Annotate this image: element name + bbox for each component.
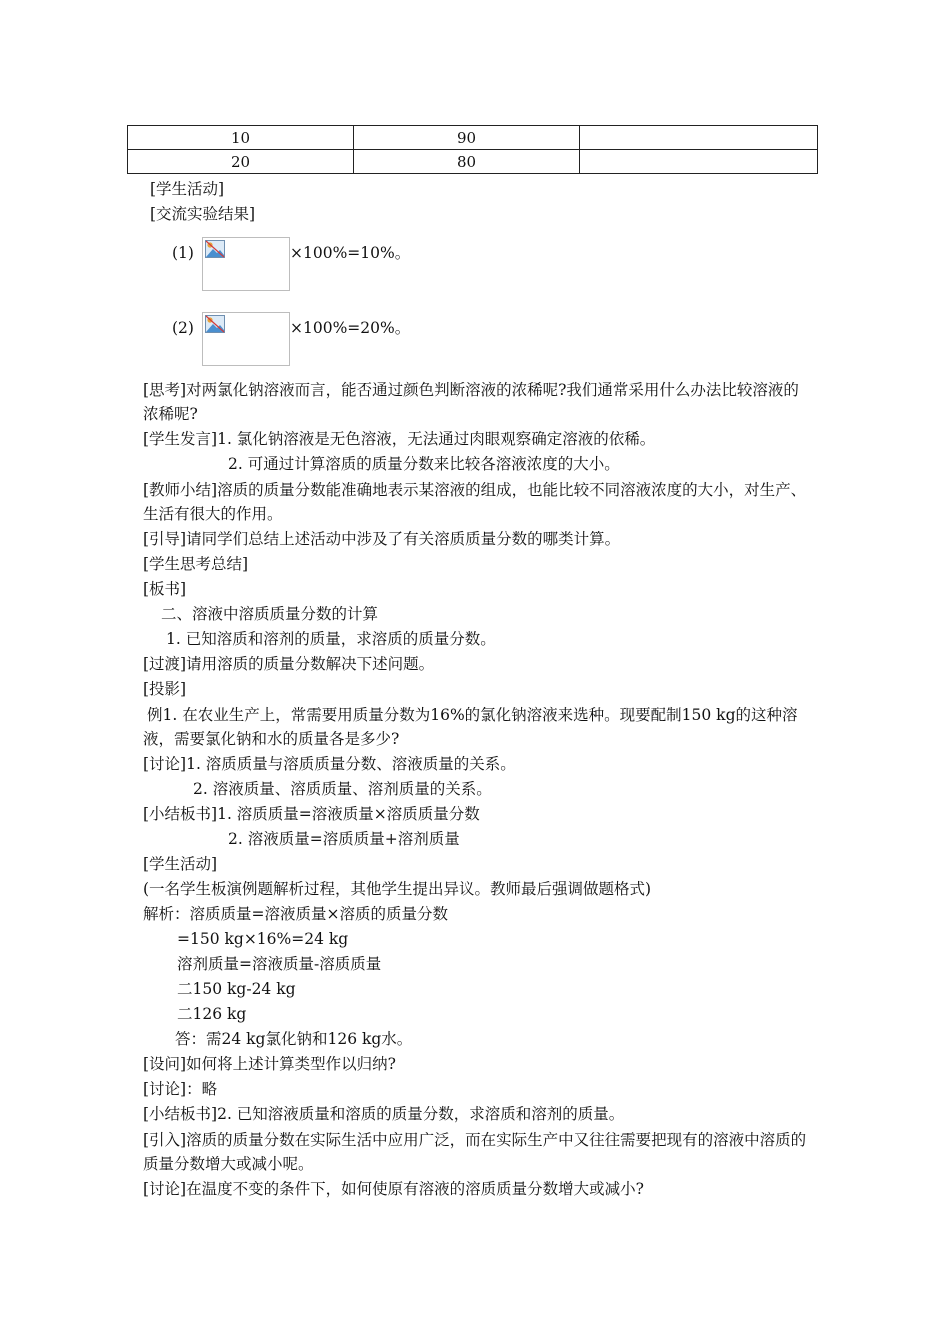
table-cell: 90 <box>354 126 580 150</box>
broken-image-icon <box>205 240 225 258</box>
section-label: [板书] <box>143 580 187 598</box>
table-cell <box>580 126 818 150</box>
paragraph: 二126 kg <box>177 1005 247 1023</box>
formula-number: (2) <box>172 319 194 337</box>
paragraph-teacher-summary: [教师小结]溶质的质量分数能准确地表示某溶液的组成，也能比较不同溶液浓度的大小，对生产、生活有很大的作用。 <box>143 481 807 523</box>
broken-image-placeholder <box>202 237 290 291</box>
paragraph: [学生发言]1. 氯化钠溶液是无色溶液，无法通过肉眼观察确定溶液的依稀。 <box>143 430 656 448</box>
section-label: [学生活动] <box>143 855 218 873</box>
paragraph: 2. 溶液质量=溶质质量+溶剂质量 <box>228 830 460 848</box>
data-table <box>127 125 818 174</box>
table-row <box>128 126 818 150</box>
paragraph: [讨论]：略 <box>143 1080 218 1098</box>
broken-image-placeholder <box>202 312 290 366</box>
formula-expression: ×100%=20%。 <box>290 319 411 337</box>
paragraph: 2. 溶液质量、溶质质量、溶剂质量的关系。 <box>193 780 492 798</box>
paragraph: [设问]如何将上述计算类型作以归纳? <box>143 1055 396 1073</box>
section-label: [投影] <box>143 680 187 698</box>
formula-expression: ×100%=10%。 <box>290 244 411 262</box>
paragraph: [小结板书]2. 已知溶液质量和溶质的质量分数，求溶质和溶剂的质量。 <box>143 1105 625 1123</box>
section-label: [学生思考总结] <box>143 555 249 573</box>
broken-image-icon <box>205 315 225 333</box>
paragraph: 1. 已知溶质和溶剂的质量，求溶质的质量分数。 <box>166 630 496 648</box>
table-row <box>128 150 818 174</box>
section-label: [交流实验结果] <box>150 205 256 223</box>
formula-number: (1) <box>172 244 194 262</box>
paragraph: 答：需24 kg氯化钠和126 kg水。 <box>175 1030 413 1048</box>
paragraph: [引导]请同学们总结上述活动中涉及了有关溶质质量分数的哪类计算。 <box>143 530 621 548</box>
heading: 二、溶液中溶质质量分数的计算 <box>161 605 379 623</box>
paragraph: [引入]溶质的质量分数在实际生活中应用广泛，而在实际生产中又往往需要把现有的溶液中溶质的质量分数增大或减小呢。 <box>143 1131 807 1173</box>
paragraph: 溶剂质量=溶液质量-溶质质量 <box>177 955 382 973</box>
paragraph: [过渡]请用溶质的质量分数解决下述问题。 <box>143 655 435 673</box>
table-cell <box>580 150 818 174</box>
table-cell: 20 <box>128 150 354 174</box>
paragraph: [小结板书]1. 溶质质量=溶液质量×溶质质量分数 <box>143 805 480 823</box>
table-cell: 80 <box>354 150 580 174</box>
paragraph: 二150 kg-24 kg <box>177 980 296 998</box>
paragraph: [讨论]1. 溶质质量与溶质质量分数、溶液质量的关系。 <box>143 755 516 773</box>
paragraph: 解析：溶质质量=溶液质量×溶质的质量分数 <box>143 905 448 923</box>
paragraph: =150 kg×16%=24 kg <box>177 930 349 948</box>
paragraph: 2. 可通过计算溶质的质量分数来比较各溶液浓度的大小。 <box>228 455 620 473</box>
paragraph: (一名学生板演例题解析过程，其他学生提出异议。教师最后强调做题格式) <box>143 880 652 898</box>
paragraph-think: [思考]对两氯化钠溶液而言，能否通过颜色判断溶液的浓稀呢?我们通常采用什么办法比较溶液的浓稀呢? <box>143 381 799 423</box>
paragraph: [讨论]在温度不变的条件下，如何使原有溶液的溶质质量分数增大或减小? <box>143 1180 644 1198</box>
section-label: [学生活动] <box>150 180 225 198</box>
example-problem: 例1. 在农业生产上，常需要用质量分数为16%的氯化钠溶液来选种。现要配制150 kg的这种溶液，需要氯化钠和水的质量各是多少? <box>143 706 798 748</box>
table-cell: 10 <box>128 126 354 150</box>
